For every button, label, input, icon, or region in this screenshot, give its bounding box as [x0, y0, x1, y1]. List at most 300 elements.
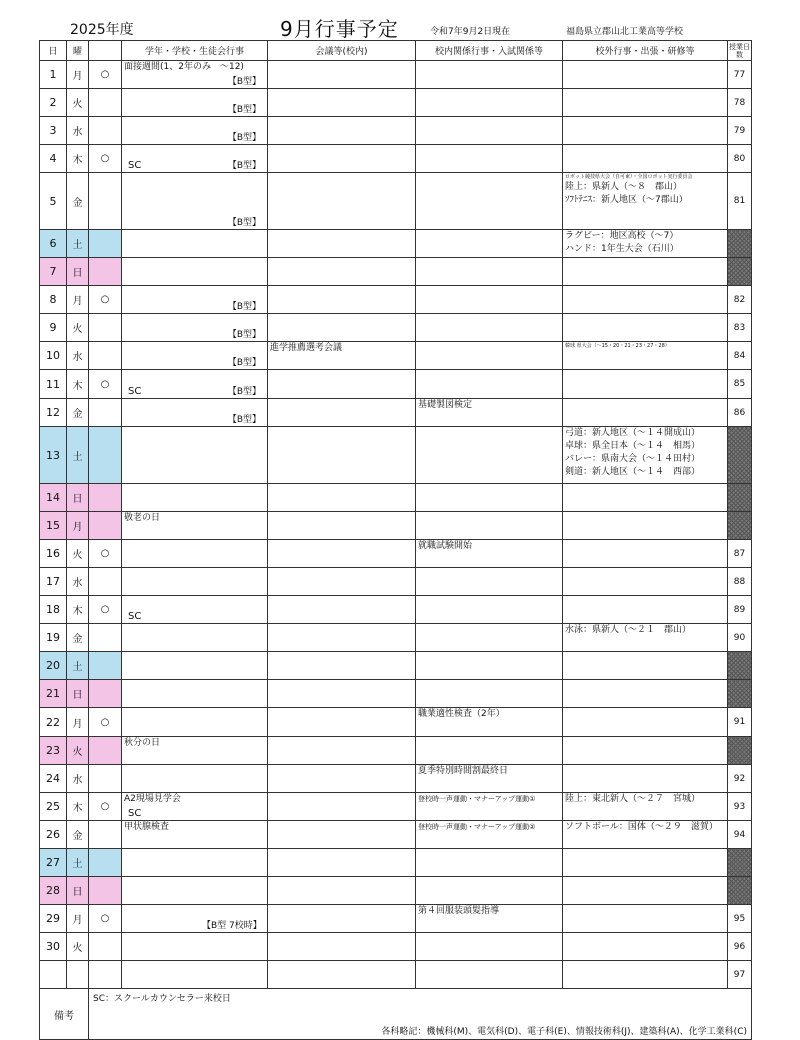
- external-cell: [563, 512, 728, 540]
- weekday: 月: [67, 61, 89, 89]
- day-row: [40, 680, 752, 708]
- internal-event: 基礎製図検定: [418, 400, 473, 410]
- internal-event: 職業適性検査（2年）: [418, 709, 505, 719]
- external-cell: [563, 484, 728, 512]
- class-day-count: 87: [728, 540, 752, 568]
- school-event: 甲状腺検査: [124, 822, 170, 832]
- b-type-label: 【B型】: [227, 415, 261, 425]
- class-day-mark: [89, 961, 122, 989]
- internal-cell: [416, 849, 563, 877]
- internal-cell: [416, 877, 563, 905]
- weekday: 日: [67, 877, 89, 905]
- meetings-cell: [268, 512, 416, 540]
- day-number: 23: [40, 737, 67, 765]
- class-day-mark: [89, 89, 122, 117]
- class-day-count: 84: [728, 342, 752, 370]
- col-internal: 校内関係行事・入試関係等: [416, 41, 563, 61]
- day-number: 19: [40, 624, 67, 652]
- class-day-count: 91: [728, 708, 752, 737]
- internal-cell: [416, 905, 563, 933]
- internal-cell: [416, 286, 563, 314]
- class-day-mark: [89, 877, 122, 905]
- school-events-cell: [122, 961, 268, 989]
- internal-cell: [416, 117, 563, 145]
- school-event: 面接週間(1、2年のみ ～12): [124, 62, 244, 72]
- weekday: 火: [67, 89, 89, 117]
- meetings-cell: [268, 568, 416, 596]
- day-number: 17: [40, 568, 67, 596]
- weekday: 火: [67, 737, 89, 765]
- class-day-mark: ○: [89, 145, 122, 173]
- internal-cell: [416, 89, 563, 117]
- weekday: 日: [67, 258, 89, 286]
- class-day-count: [728, 877, 752, 905]
- external-cell: [563, 708, 728, 737]
- class-day-mark: ○: [89, 61, 122, 89]
- internal-cell: [416, 61, 563, 89]
- day-row: [40, 89, 752, 117]
- school-events-cell: [122, 314, 268, 342]
- day-row: [40, 484, 752, 512]
- day-row: [40, 905, 752, 933]
- b-type-label: 【B型】: [227, 133, 261, 143]
- class-day-count: [728, 258, 752, 286]
- class-day-count: 93: [728, 793, 752, 821]
- weekday: 土: [67, 849, 89, 877]
- weekday: 火: [67, 540, 89, 568]
- as-of-date: 令和7年9月2日現在: [430, 27, 511, 37]
- day-number: 25: [40, 793, 67, 821]
- meetings-cell: [268, 61, 416, 89]
- day-number: 28: [40, 877, 67, 905]
- school-events-cell: [122, 427, 268, 484]
- class-day-mark: [89, 230, 122, 258]
- external-cell: [563, 427, 728, 484]
- day-number: 7: [40, 258, 67, 286]
- weekday: 水: [67, 568, 89, 596]
- day-row: [40, 821, 752, 849]
- meetings-cell: [268, 933, 416, 961]
- external-event: 韓球 県大会（～15・20・21・23・27・28）: [565, 343, 670, 349]
- external-cell: [563, 905, 728, 933]
- day-row: [40, 849, 752, 877]
- class-day-count: 92: [728, 765, 752, 793]
- external-cell: [563, 765, 728, 793]
- weekday: 金: [67, 173, 89, 230]
- external-cell: [563, 596, 728, 624]
- school-events-cell: [122, 61, 268, 89]
- class-day-count: [728, 680, 752, 708]
- class-day-count: [728, 512, 752, 540]
- external-event: ソフトボール：国体（～２９ 滋賀）: [565, 822, 718, 832]
- day-number: 6: [40, 230, 67, 258]
- weekday: 金: [67, 624, 89, 652]
- day-number: 8: [40, 286, 67, 314]
- class-day-count: 81: [728, 173, 752, 230]
- weekday: 火: [67, 314, 89, 342]
- class-day-mark: ○: [89, 905, 122, 933]
- day-number: 22: [40, 708, 67, 737]
- class-day-count: [728, 652, 752, 680]
- external-cell: [563, 680, 728, 708]
- weekday: 水: [67, 765, 89, 793]
- external-cell: [563, 89, 728, 117]
- internal-cell: [416, 512, 563, 540]
- external-event: ロボット競技県大会（自可東）・全国ロボット実行委員会: [565, 174, 693, 180]
- day-number: 21: [40, 680, 67, 708]
- internal-cell: [416, 596, 563, 624]
- sc-label: SC: [128, 808, 142, 819]
- meetings-cell: [268, 399, 416, 427]
- meetings-cell: [268, 484, 416, 512]
- external-cell: [563, 793, 728, 821]
- class-day-count: 86: [728, 399, 752, 427]
- class-day-mark: [89, 624, 122, 652]
- meetings-cell: [268, 961, 416, 989]
- meetings-cell: [268, 314, 416, 342]
- internal-cell: [416, 933, 563, 961]
- external-event: 陸上：県新人（～８ 郡山）: [565, 182, 683, 192]
- school-events-cell: [122, 933, 268, 961]
- day-row: [40, 933, 752, 961]
- external-cell: [563, 258, 728, 286]
- class-day-count: 80: [728, 145, 752, 173]
- class-day-mark: ○: [89, 370, 122, 399]
- weekday: 日: [67, 680, 89, 708]
- class-day-mark: [89, 512, 122, 540]
- external-cell: [563, 370, 728, 399]
- internal-cell: [416, 314, 563, 342]
- sc-label: SC: [128, 160, 142, 171]
- day-number: 11: [40, 370, 67, 399]
- class-day-count: 95: [728, 905, 752, 933]
- class-day-count: 88: [728, 568, 752, 596]
- internal-cell: [416, 652, 563, 680]
- day-number: 13: [40, 427, 67, 484]
- meetings-cell: [268, 286, 416, 314]
- class-day-mark: [89, 484, 122, 512]
- day-row: [40, 370, 752, 399]
- school-name: 福島県立郡山北工業高等学校: [566, 27, 684, 37]
- day-row: [40, 877, 752, 905]
- school-events-cell: [122, 484, 268, 512]
- class-day-count: [728, 849, 752, 877]
- meetings-cell: [268, 877, 416, 905]
- school-event: 敬老の日: [124, 513, 161, 523]
- external-cell: [563, 821, 728, 849]
- day-row: [40, 512, 752, 540]
- day-row: [40, 173, 752, 230]
- external-cell: [563, 230, 728, 258]
- external-event: 陸上：東北新人（～２７ 宮城）: [565, 794, 701, 804]
- school-events-cell: [122, 540, 268, 568]
- day-number: 4: [40, 145, 67, 173]
- school-event: 秋分の日: [124, 738, 161, 748]
- internal-cell: [416, 342, 563, 370]
- weekday: 木: [67, 596, 89, 624]
- internal-cell: [416, 961, 563, 989]
- weekday: 土: [67, 427, 89, 484]
- day-number: 26: [40, 821, 67, 849]
- external-event: ｿﾌﾄﾃﾆｽ：新人地区（～7郡山）: [565, 195, 688, 205]
- class-day-mark: [89, 765, 122, 793]
- school-events-cell: [122, 821, 268, 849]
- day-row: [40, 765, 752, 793]
- class-day-mark: ○: [89, 286, 122, 314]
- external-cell: [563, 877, 728, 905]
- school-events-cell: [122, 708, 268, 737]
- weekday: 木: [67, 145, 89, 173]
- sc-label: SC: [128, 611, 142, 622]
- col-external: 校外行事・出張・研修等: [563, 41, 728, 61]
- internal-cell: [416, 568, 563, 596]
- external-cell: [563, 145, 728, 173]
- meetings-cell: [268, 258, 416, 286]
- weekday: 月: [67, 512, 89, 540]
- note-abbrev: 各科略記：機械科(M)、電気科(D)、電子科(E)、情報技術科(J)、建築科(A)、化学工業科(C): [381, 1027, 747, 1037]
- internal-cell: [416, 624, 563, 652]
- day-number: 14: [40, 484, 67, 512]
- day-row: [40, 286, 752, 314]
- school-events-cell: [122, 765, 268, 793]
- b-type-label: 【B型】: [227, 218, 261, 228]
- schedule-table: [39, 40, 752, 1040]
- class-day-count: 77: [728, 61, 752, 89]
- class-day-count: 97: [728, 961, 752, 989]
- weekday: 木: [67, 370, 89, 399]
- class-day-count: 78: [728, 89, 752, 117]
- day-number: 10: [40, 342, 67, 370]
- col-day: 日: [40, 41, 67, 61]
- fiscal-year: 2025年度: [70, 22, 134, 38]
- class-day-mark: ○: [89, 540, 122, 568]
- day-number: 12: [40, 399, 67, 427]
- page-title: 9月行事予定: [280, 17, 399, 41]
- class-day-count: 94: [728, 821, 752, 849]
- day-number: 3: [40, 117, 67, 145]
- internal-cell: [416, 793, 563, 821]
- b-type-label: 【B型】: [227, 302, 261, 312]
- internal-event: 就職試験開始: [418, 541, 473, 551]
- col-weekday: 曜: [67, 41, 89, 61]
- weekday: 金: [67, 821, 89, 849]
- school-events-cell: [122, 399, 268, 427]
- col-class-days: 授業日数: [729, 42, 750, 59]
- meetings-cell: [268, 427, 416, 484]
- school-events-cell: [122, 512, 268, 540]
- day-number: 16: [40, 540, 67, 568]
- class-day-count: 83: [728, 314, 752, 342]
- day-number: 30: [40, 933, 67, 961]
- weekday: 水: [67, 117, 89, 145]
- day-number: 2: [40, 89, 67, 117]
- internal-event: 登校時一声運動・マナーアップ運動②: [418, 823, 536, 831]
- class-day-mark: [89, 849, 122, 877]
- day-row: [40, 342, 752, 370]
- school-events-cell: [122, 737, 268, 765]
- weekday: [67, 961, 89, 989]
- col-mark: [89, 41, 122, 61]
- school-events-cell: [122, 877, 268, 905]
- external-event: バレー：県南大会（～１４田村）: [565, 454, 701, 464]
- day-row: [40, 117, 752, 145]
- class-day-mark: [89, 399, 122, 427]
- external-event: 弓道：新人地区（～１４開成山）: [565, 428, 701, 438]
- class-day-count: 82: [728, 286, 752, 314]
- internal-cell: [416, 737, 563, 765]
- class-day-mark: ○: [89, 793, 122, 821]
- meetings-cell: [268, 765, 416, 793]
- day-row: [40, 737, 752, 765]
- internal-cell: [416, 540, 563, 568]
- internal-cell: [416, 708, 563, 737]
- day-row: [40, 427, 752, 484]
- day-row: [40, 145, 752, 173]
- school-events-cell: [122, 258, 268, 286]
- day-row: [40, 314, 752, 342]
- meetings-cell: [268, 905, 416, 933]
- day-row: [40, 793, 752, 821]
- b-type-label: 【B型】: [227, 358, 261, 368]
- internal-cell: [416, 145, 563, 173]
- weekday: 水: [67, 342, 89, 370]
- school-event: A2現場見学会: [124, 794, 181, 804]
- day-row: [40, 708, 752, 737]
- class-day-count: 96: [728, 933, 752, 961]
- day-row: [40, 596, 752, 624]
- class-day-mark: ○: [89, 708, 122, 737]
- external-cell: [563, 849, 728, 877]
- day-row: [40, 624, 752, 652]
- class-day-mark: [89, 568, 122, 596]
- meetings-cell: [268, 737, 416, 765]
- b-type-7-label: 【B型 7校時】: [202, 921, 262, 931]
- internal-event: 登校時一声運動・マナーアップ運動①: [418, 795, 536, 803]
- external-event: 水泳：県新人（～２１ 郡山）: [565, 625, 692, 635]
- class-day-count: 90: [728, 624, 752, 652]
- school-events-cell: [122, 370, 268, 399]
- weekday: 月: [67, 708, 89, 737]
- school-events-cell: [122, 793, 268, 821]
- meeting: 進学推薦選考会議: [270, 343, 343, 353]
- b-type-label: 【B型】: [227, 387, 261, 397]
- meetings-cell: [268, 540, 416, 568]
- day-number: 1: [40, 61, 67, 89]
- meetings-cell: [268, 596, 416, 624]
- day-number: 15: [40, 512, 67, 540]
- weekday: 月: [67, 286, 89, 314]
- notes-row: [40, 989, 752, 1040]
- class-day-count: [728, 484, 752, 512]
- class-day-mark: [89, 737, 122, 765]
- page-header: [0, 0, 800, 40]
- school-events-cell: [122, 342, 268, 370]
- class-day-count: [728, 230, 752, 258]
- b-type-label: 【B型】: [227, 105, 261, 115]
- school-events-cell: [122, 117, 268, 145]
- class-day-mark: [89, 652, 122, 680]
- meetings-cell: [268, 793, 416, 821]
- internal-cell: [416, 765, 563, 793]
- day-number: 20: [40, 652, 67, 680]
- b-type-label: 【B型】: [227, 77, 261, 87]
- meetings-cell: [268, 680, 416, 708]
- meetings-cell: [268, 370, 416, 399]
- external-event: ラグビー：地区高校（～7）: [565, 231, 679, 241]
- internal-event: 夏季特別時間割最終日: [418, 766, 509, 776]
- external-cell: [563, 399, 728, 427]
- external-cell: [563, 286, 728, 314]
- day-row: [40, 568, 752, 596]
- class-day-mark: [89, 117, 122, 145]
- internal-cell: [416, 821, 563, 849]
- internal-cell: [416, 230, 563, 258]
- meetings-cell: [268, 708, 416, 737]
- meetings-cell: [268, 652, 416, 680]
- notes-cell: [89, 989, 752, 1040]
- meetings-cell: [268, 342, 416, 370]
- class-day-mark: [89, 173, 122, 230]
- weekday: 金: [67, 399, 89, 427]
- external-cell: [563, 540, 728, 568]
- class-day-mark: [89, 314, 122, 342]
- external-cell: [563, 314, 728, 342]
- internal-cell: [416, 484, 563, 512]
- school-events-cell: [122, 173, 268, 230]
- school-events-cell: [122, 680, 268, 708]
- header-row: [40, 41, 752, 61]
- internal-cell: [416, 173, 563, 230]
- external-cell: [563, 624, 728, 652]
- class-day-mark: [89, 342, 122, 370]
- class-day-count: 79: [728, 117, 752, 145]
- weekday: 火: [67, 933, 89, 961]
- school-events-cell: [122, 905, 268, 933]
- internal-cell: [416, 427, 563, 484]
- school-events-cell: [122, 596, 268, 624]
- meetings-cell: [268, 89, 416, 117]
- internal-cell: [416, 258, 563, 286]
- class-day-count: 89: [728, 596, 752, 624]
- external-cell: [563, 61, 728, 89]
- external-cell: [563, 652, 728, 680]
- day-row: [40, 652, 752, 680]
- school-events-cell: [122, 286, 268, 314]
- notes-label: 備考: [40, 989, 89, 1040]
- class-day-count: 85: [728, 370, 752, 399]
- day-number: 9: [40, 314, 67, 342]
- school-events-cell: [122, 145, 268, 173]
- internal-event: 第４回服装頭髪指導: [418, 906, 500, 916]
- class-day-mark: [89, 258, 122, 286]
- weekday: 月: [67, 905, 89, 933]
- b-type-label: 【B型】: [227, 330, 261, 340]
- day-number: 5: [40, 173, 67, 230]
- class-day-mark: [89, 680, 122, 708]
- external-cell: [563, 342, 728, 370]
- day-row: [40, 61, 752, 89]
- meetings-cell: [268, 117, 416, 145]
- day-row: [40, 230, 752, 258]
- day-row: [40, 540, 752, 568]
- external-cell: [563, 961, 728, 989]
- b-type-label: 【B型】: [227, 161, 261, 171]
- meetings-cell: [268, 145, 416, 173]
- col-meetings: 会議等(校内): [268, 41, 416, 61]
- meetings-cell: [268, 849, 416, 877]
- day-row: [40, 961, 752, 989]
- sc-label: SC: [128, 386, 142, 397]
